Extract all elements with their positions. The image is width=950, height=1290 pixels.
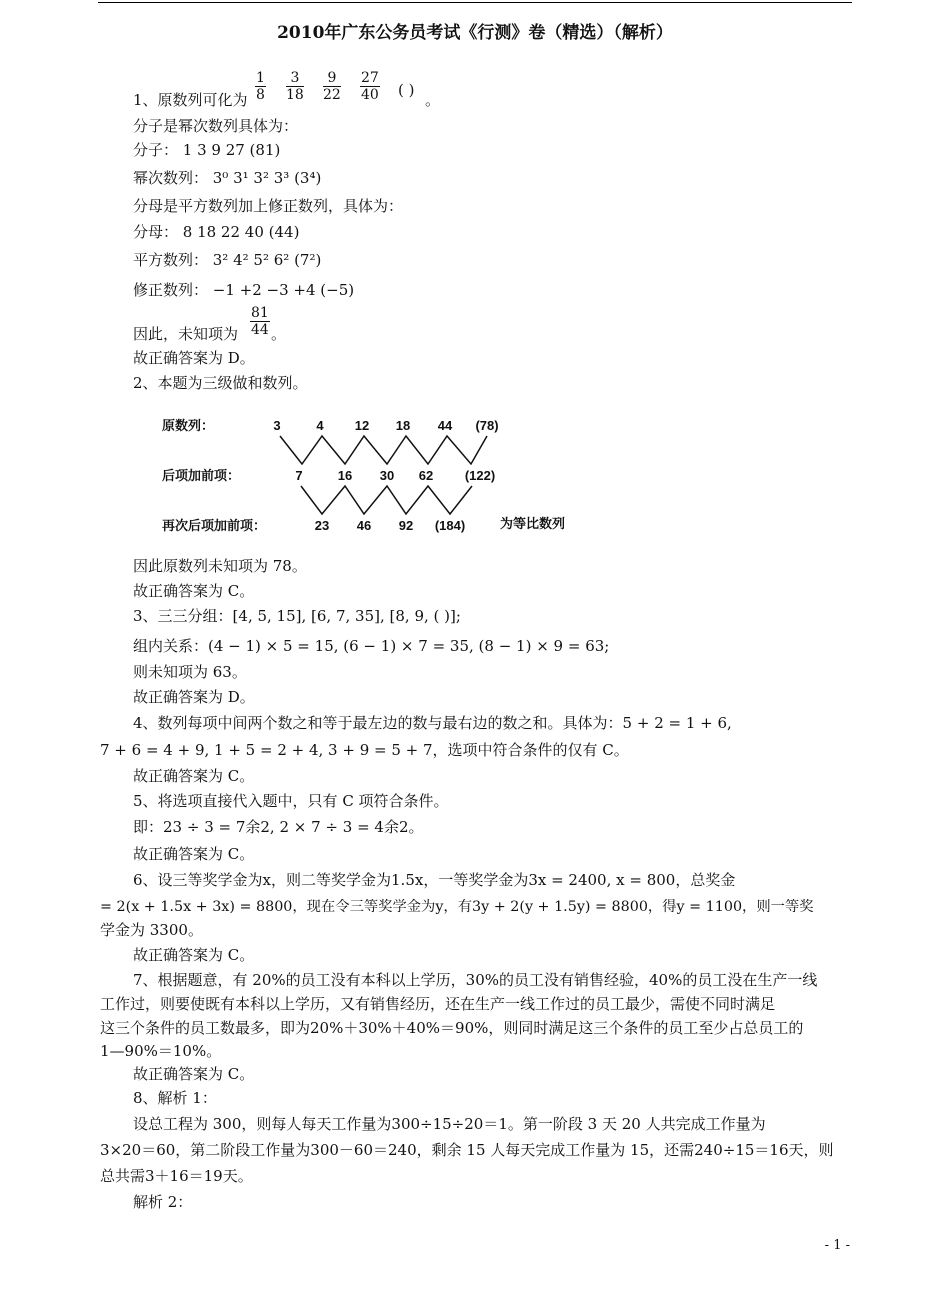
q8-line: 总共需3＋16＝19天。 bbox=[100, 1167, 253, 1185]
q8-line: 8、解析 1： bbox=[133, 1089, 217, 1107]
q1-period: 。 bbox=[425, 91, 441, 109]
q3-answer: 故正确答案为 D。 bbox=[133, 688, 255, 706]
diagram-value: 62 bbox=[418, 468, 434, 483]
q6-line: 学金为 3300。 bbox=[100, 921, 203, 939]
q3-line: 3、三三分组：[4, 5, 15], [6, 7, 35], [8, 9, ( )]; bbox=[133, 607, 461, 625]
q1-intro: 1、原数列可化为 bbox=[133, 91, 248, 109]
page-title: 2010年广东公务员考试《行测》卷（精选）（解析） bbox=[277, 23, 673, 43]
q1-fraction: $\frac{3}{18}$ bbox=[286, 70, 304, 103]
diagram-value: 16 bbox=[337, 468, 353, 483]
q2-line: 因此原数列未知项为 78。 bbox=[133, 557, 307, 575]
q6-answer: 故正确答案为 C。 bbox=[133, 946, 255, 964]
q4-line: 7 + 6 = 4 + 9, 1 + 5 = 2 + 4, 3 + 9 = 5 + 7，选项中符合条件的仅有 C。 bbox=[100, 741, 629, 759]
q5-answer: 故正确答案为 C。 bbox=[133, 845, 255, 863]
diagram-value: (184) bbox=[434, 518, 466, 533]
diagram-value: 3 bbox=[273, 418, 281, 433]
diagram-value: 44 bbox=[437, 418, 453, 433]
q1-line: 因此，未知项为 bbox=[133, 325, 239, 343]
diagram-value: 46 bbox=[356, 518, 372, 533]
diagram-label-row1: 原数列： bbox=[162, 418, 215, 433]
q6-line: = 2(x + 1.5x + 3x) = 8800，现在令三等奖学金为y，有3y + 2(y + 1.5y) = 8800，得y = 1100，则一等奖 bbox=[100, 899, 814, 915]
q2-answer: 故正确答案为 C。 bbox=[133, 582, 255, 600]
q7-line: 7、根据题意，有 20%的员工没有本科以上学历，30%的员工没有销售经验，40%的员工没在生产一线 bbox=[133, 971, 818, 989]
q6-line: 6、设三等奖学金为x，则二等奖学金为1.5x，一等奖学金为3x = 2400, x = 800，总奖金 bbox=[133, 871, 736, 889]
q8-line: 设总工程为 300，则每人每天工作量为300÷15÷20＝1。第一阶段 3 天 20 人共完成工作量为 bbox=[133, 1115, 766, 1133]
q4-line: 4、数列每项中间两个数之和等于最左边的数与最右边的数之和。具体为：5 + 2 = 1 + 6, bbox=[133, 714, 732, 732]
q7-line: 工作过，则要使既有本科以上学历，又有销售经历，还在生产一线工作过的员工最少，需使不同时满足 bbox=[100, 995, 776, 1013]
q2-line: 2、本题为三级做和数列。 bbox=[133, 374, 308, 392]
diagram-value: 7 bbox=[295, 468, 303, 483]
q5-line: 5、将选项直接代入题中，只有 C 项符合条件。 bbox=[133, 792, 449, 810]
q1-line: 平方数列： 3² 4² 5² 6² (7²) bbox=[133, 251, 322, 269]
diagram-value: (78) bbox=[475, 418, 499, 433]
q1-line: 修正数列： −1 +2 −3 +4 (−5) bbox=[133, 281, 355, 299]
q1-line: 分母： 8 18 22 40 (44) bbox=[133, 223, 300, 241]
diagram-zigzag-lower bbox=[301, 486, 472, 514]
q1-blank: ( ) bbox=[398, 81, 415, 99]
q4-answer: 故正确答案为 C。 bbox=[133, 767, 255, 785]
page-number: - 1 - bbox=[824, 1238, 850, 1253]
q3-line: 组内关系：(4 − 1) × 5 = 15, (6 − 1) × 7 = 35, (8 − 1) × 9 = 63; bbox=[133, 637, 610, 655]
q8-line: 3×20＝60，第二阶段工作量为300－60＝240，剩余 15 人每天完成工作量为 15，还需240÷15＝16天，则 bbox=[100, 1141, 834, 1159]
diagram-value: 18 bbox=[395, 418, 411, 433]
diagram-value: 23 bbox=[314, 518, 330, 533]
q1-fraction: $\frac{27}{40}$ bbox=[361, 70, 379, 103]
q7-line: 1—90%＝10%。 bbox=[100, 1042, 222, 1060]
header-rule bbox=[98, 2, 852, 3]
q1-line: 分母是平方数列加上修正数列，具体为： bbox=[133, 197, 404, 215]
q1-line: 分子是幂次数列具体为： bbox=[133, 117, 299, 135]
diagram-zigzag-upper bbox=[280, 436, 487, 464]
q3-line: 则未知项为 63。 bbox=[133, 663, 247, 681]
diagram-note: 为等比数列 bbox=[500, 516, 566, 531]
q1-line: 分子： 1 3 9 27 (81) bbox=[133, 141, 281, 159]
diagram-value: (122) bbox=[464, 468, 496, 483]
q1-answer: 故正确答案为 D。 bbox=[133, 349, 255, 367]
q2-sum-diagram bbox=[150, 412, 610, 544]
diagram-value: 30 bbox=[379, 468, 395, 483]
diagram-label-row2: 后项加前项： bbox=[162, 468, 241, 483]
diagram-value: 12 bbox=[354, 418, 370, 433]
q5-line: 即：23 ÷ 3 = 7余2, 2 × 7 ÷ 3 = 4余2。 bbox=[133, 818, 424, 836]
diagram-value: 92 bbox=[398, 518, 414, 533]
diagram-label-row3: 再次后项加前项： bbox=[162, 518, 267, 533]
q1-fraction: $\frac{1}{8}$ bbox=[256, 70, 265, 103]
q1-line: 幂次数列： 3⁰ 3¹ 3² 3³ (3⁴) bbox=[133, 169, 322, 187]
q8-line: 解析 2： bbox=[133, 1193, 193, 1211]
diagram-value: 4 bbox=[316, 418, 324, 433]
q1-fraction: $\frac{9}{22}$ bbox=[323, 70, 341, 103]
q7-answer: 故正确答案为 C。 bbox=[133, 1065, 255, 1083]
q1-period: 。 bbox=[271, 325, 287, 343]
q7-line: 这三个条件的员工数最多，即为20%＋30%＋40%＝90%，则同时满足这三个条件的员工至少占总员工的 bbox=[100, 1019, 804, 1037]
q1-answer-fraction: $\frac{81}{44}$ bbox=[251, 305, 269, 338]
